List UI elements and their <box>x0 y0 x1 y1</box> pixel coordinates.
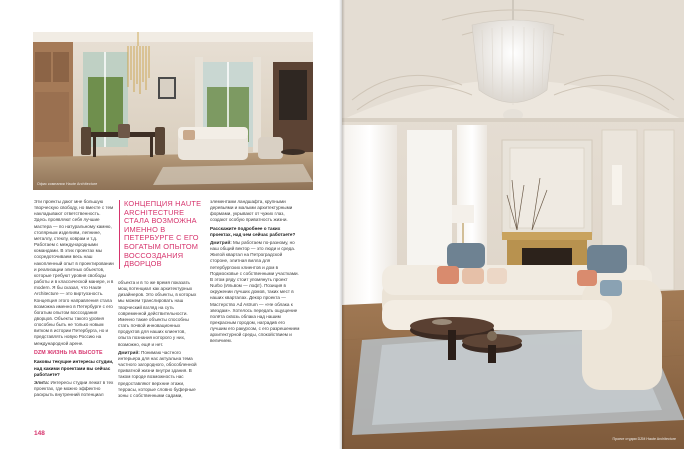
text-column-2 <box>118 280 198 401</box>
photo-credit: Проект студии DZM Haute Architecture <box>612 437 676 441</box>
office-interior-illustration <box>33 32 313 190</box>
answer-speaker: Дмитрий: <box>118 349 140 355</box>
answer-speaker: Элита: <box>34 379 50 385</box>
text-column-3 <box>210 199 300 347</box>
interview-answer <box>34 380 114 398</box>
col2-paragraph-1: объекта и в то же время показать мощ потенциал как архитектурных дизайнеров. Это объекты, в которых мы можем транслировать наш творческий взгляд на суть современной действительности. Именно такие объекты способны стать почвой инновационных продуктов для наших клиентов, опыта познания которого у них, возможно, ещё и нет. <box>118 280 197 347</box>
answer-text: Интересы студии лежат в тех проектах, где можно эффектно раскрыть внутренний потенциал <box>34 379 114 398</box>
living-room-photo <box>342 0 684 449</box>
col3-paragraph-1: элементами ландшафта, крупными деревьями и малыми архитектурными формами, укрывают от чужих глаз, создают особую приватность жизни. <box>210 199 293 223</box>
office-interior-photo <box>33 32 313 190</box>
answer-speaker: Дмитрий: <box>210 239 232 245</box>
photo-caption: Офис компании Haute Architecture <box>37 182 98 186</box>
page-number: 148 <box>34 430 45 437</box>
right-page <box>342 0 684 449</box>
interview-question: Расскажите подробнее о таких проектах, над чем сейчас работаете? <box>210 225 296 237</box>
col2-paragraph-2 <box>118 350 198 399</box>
text-column-1 <box>34 199 114 400</box>
answer-text: Понимаю частного интерьера для нас актуальна тема частного загородного, обособленной приватной жизни внутри здания. В таком городе возможность нас предоставляют верхние этажи, террасы, которые словно буферные зоны с собственными садами, <box>118 349 197 398</box>
pull-quote: КОНЦЕПЦИЯ HAUTE ARCHITECTURE СТАЛА ВОЗМОЖНА ИМЕННО В ПЕТЕРБУРГЕ С ЕГО БОГАТЫМ ОПЫТОМ ВОССОЗДАНИЯ ДВОРЦОВ <box>119 200 209 269</box>
col3-paragraph-2 <box>210 240 300 345</box>
intro-paragraph: Эти проекты дают мне большую творческую свободу, но вместе с тем накладывают ответственность. Здесь проявляют себя лучшие мастера — по натуральному камню, столярным изделиям, лепнине, металлу, стеклу, коврам и т.д. Работаем с международными командами. В этих проектах мы сосредоточиваем весь наш накопленный опыт в проектировании и реализации элитных объектов, которые требуют уровня свободы работы и в классической манере, и в modern. Я бы сказал, что Haute Architecture — это виртуозность. Концепция этого направления стала возможна именно в Петербурге с его богатым опытом воссоздания дворцов. Объекты такого уровня способны быть не только новым витком в истории Петербурга, но и представлять новую Россию на международной арене. <box>34 199 114 346</box>
answer-text: Мы работаем по-разному, но наш общий вектор — это люди и среда. Жилой квартал на Петроградской стороне, элитная вилла для петербургских клиентов и дом в Подмосковье с собственными участками. В этом ряду стоит упомянуть проект Nurbo (Ильвом — лофт). Позиция в окружении лучших домов, таких мест в наших кварталах. Декор проекта — Мастерство Ad Astrum — «Не облака к звездам». Хотелось передать ощущение полёта сквозь облака над нашим прекрасным городом, наградив его лучшим его ракурсом, с его разрешением архитектурной среды, спокойствием и величием. <box>210 239 300 344</box>
page-gutter <box>339 0 345 449</box>
interview-question: Каковы текущие интересы студии, над какими проектами вы сейчас работаете? <box>34 359 114 377</box>
section-heading: DZM ЖИЗНЬ НА ВЫСОТЕ <box>34 349 103 356</box>
